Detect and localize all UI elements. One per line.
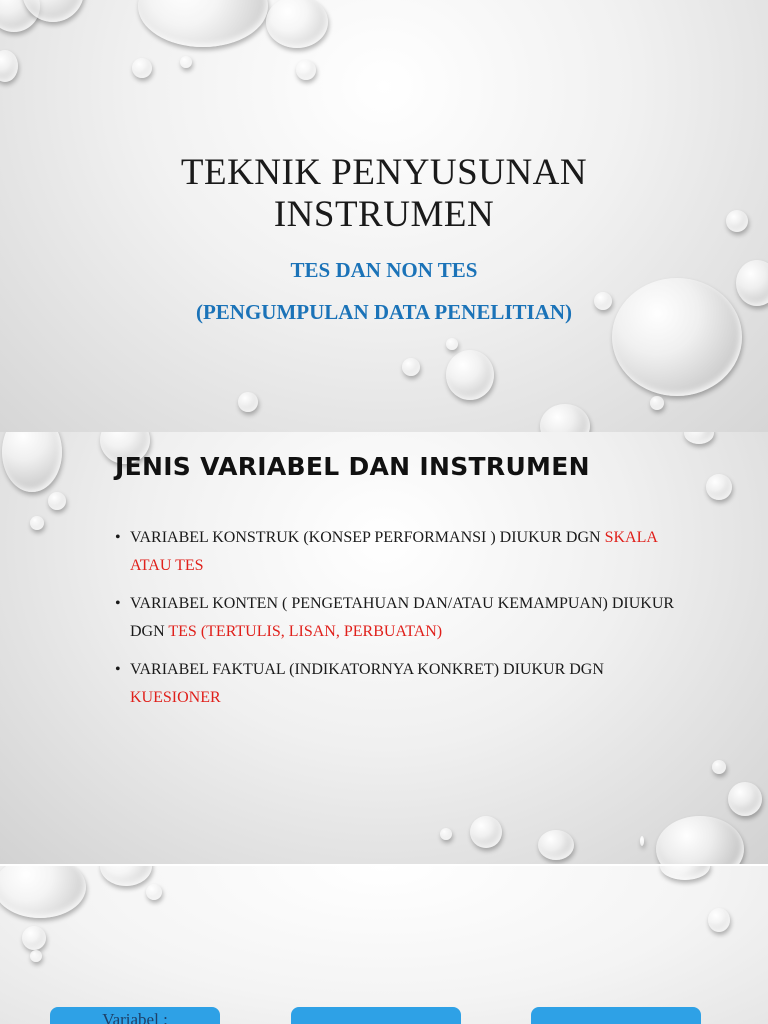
water-drop	[712, 760, 726, 774]
bullet-highlight: KUESIONER	[130, 689, 221, 706]
water-drop	[180, 56, 192, 68]
water-drop	[660, 866, 710, 880]
bullet-list	[115, 524, 675, 722]
box-label: Variabel :	[102, 1010, 168, 1024]
water-drop	[726, 210, 748, 232]
bullet-icon: •	[115, 595, 121, 612]
bullet-icon: •	[115, 529, 121, 546]
water-drop	[266, 0, 328, 48]
water-drop	[612, 278, 742, 396]
water-drop	[238, 392, 258, 412]
water-drop	[706, 474, 732, 500]
water-drop	[48, 492, 66, 510]
bullet-highlight: TES (TERTULIS, LISAN, PERBUATAN)	[168, 623, 443, 640]
water-drop	[30, 516, 44, 530]
bullet-text: VARIABEL FAKTUAL (INDIKATORNYA KONKRET) DIUKUR DGN	[130, 661, 604, 678]
bullet-highlight: SKALA ATAU TES	[130, 529, 658, 574]
water-drop	[446, 350, 494, 400]
water-drop	[540, 404, 590, 432]
water-drop	[22, 926, 46, 950]
diagram-box-variabel	[50, 1007, 220, 1024]
water-drop	[146, 884, 162, 900]
bullet-icon: •	[115, 661, 121, 678]
bullet-text: VARIABEL KONSTRUK (KONSEP PERFORMANSI ) DIUKUR DGN	[130, 529, 605, 546]
water-drop	[446, 338, 458, 350]
water-drop	[2, 432, 62, 492]
list-item	[115, 524, 675, 580]
bullet-text: VARIABEL KONTEN ( PENGETAHUAN DAN/ATAU KEMAMPUAN) DIUKUR DGN	[130, 595, 675, 640]
slide-subtitle-2: (PENGUMPULAN DATA PENELITIAN)	[195, 300, 573, 324]
water-drop	[30, 950, 42, 962]
water-drop	[0, 50, 18, 82]
title-slide	[0, 0, 768, 432]
water-drop	[656, 816, 744, 864]
water-drop	[296, 60, 316, 80]
water-drop	[470, 816, 502, 848]
content-slide	[0, 432, 768, 864]
diagram-box	[291, 1007, 461, 1024]
water-drop	[640, 836, 644, 846]
slide-title: TEKNIK PENYUSUNAN INSTRUMEN	[180, 152, 588, 235]
water-drop	[538, 830, 574, 860]
water-drop	[100, 866, 152, 886]
water-drop	[728, 782, 762, 816]
water-drop	[708, 908, 730, 932]
water-drop	[736, 260, 768, 306]
water-drop	[440, 828, 452, 840]
water-drop	[132, 58, 152, 78]
list-item	[115, 590, 675, 646]
water-drop	[0, 866, 86, 918]
water-drop	[402, 358, 420, 376]
slide-heading: JENIS VARIABEL DAN INSTRUMEN	[115, 452, 590, 481]
list-item	[115, 656, 675, 712]
diagram-box	[531, 1007, 701, 1024]
slide-subtitle: TES DAN NON TES	[290, 258, 478, 282]
water-drop	[650, 396, 664, 410]
water-drop	[138, 0, 268, 47]
diagram-slide	[0, 866, 768, 1024]
water-drop	[684, 432, 714, 444]
